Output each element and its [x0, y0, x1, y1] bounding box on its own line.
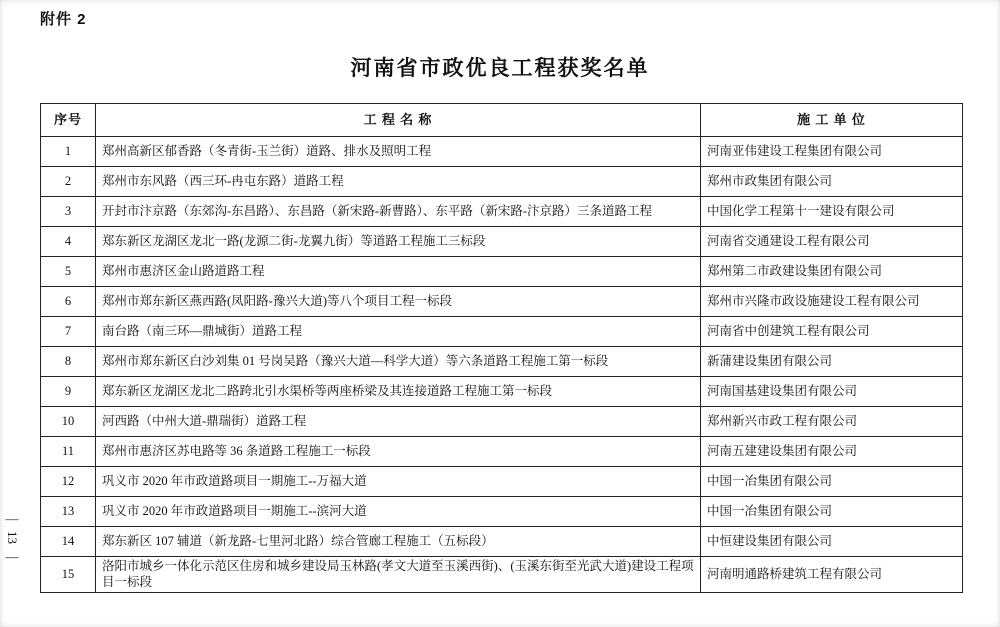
cell-serial-number: 12 — [41, 467, 96, 497]
cell-construction-unit: 新蒲建设集团有限公司 — [701, 347, 963, 377]
cell-project-name: 郑州市东风路（西三环-冉屯东路）道路工程 — [96, 167, 701, 197]
cell-serial-number: 13 — [41, 497, 96, 527]
award-table — [40, 103, 963, 593]
table-row — [41, 317, 963, 347]
cell-construction-unit: 河南国基建设集团有限公司 — [701, 377, 963, 407]
cell-project-name: 郑东新区 107 辅道（新龙路-七里河北路）综合管廊工程施工（五标段） — [96, 527, 701, 557]
cell-project-name: 郑州高新区郁香路（冬青街-玉兰街）道路、排水及照明工程 — [96, 137, 701, 167]
cell-serial-number: 15 — [41, 557, 96, 593]
cell-project-name: 郑州市郑东新区白沙刘集 01 号岗吴路（豫兴大道—科学大道）等六条道路工程施工第一标段 — [96, 347, 701, 377]
cell-serial-number: 5 — [41, 257, 96, 287]
cell-serial-number: 3 — [41, 197, 96, 227]
cell-project-name: 巩义市 2020 年市政道路项目一期施工--滨河大道 — [96, 497, 701, 527]
cell-project-name: 郑州市惠济区苏电路等 36 条道路工程施工一标段 — [96, 437, 701, 467]
table-row — [41, 347, 963, 377]
table-row — [41, 137, 963, 167]
table-header-row — [41, 104, 963, 137]
table-row — [41, 287, 963, 317]
cell-project-name: 开封市汴京路（东郊沟-东昌路）、东昌路（新宋路-新曹路）、东平路（新宋路-汴京路）三条道路工程 — [96, 197, 701, 227]
table-row — [41, 527, 963, 557]
cell-construction-unit: 中恒建设集团有限公司 — [701, 527, 963, 557]
cell-construction-unit: 中国化学工程第十一建设有限公司 — [701, 197, 963, 227]
table-row — [41, 437, 963, 467]
table-row — [41, 467, 963, 497]
header-construction-unit: 施 工 单 位 — [701, 104, 963, 137]
cell-serial-number: 7 — [41, 317, 96, 347]
cell-serial-number: 2 — [41, 167, 96, 197]
cell-project-name: 郑州市郑东新区燕西路(凤阳路-豫兴大道)等八个项目工程一标段 — [96, 287, 701, 317]
cell-construction-unit: 河南明通路桥建筑工程有限公司 — [701, 557, 963, 593]
cell-project-name: 洛阳市城乡一体化示范区住房和城乡建设局玉林路(孝文大道至玉溪西街)、(玉溪东街至光武大道)建设工程项目一标段 — [96, 557, 701, 593]
cell-construction-unit: 河南亚伟建设工程集团有限公司 — [701, 137, 963, 167]
cell-serial-number: 10 — [41, 407, 96, 437]
table-body — [41, 137, 963, 593]
cell-serial-number: 6 — [41, 287, 96, 317]
cell-serial-number: 11 — [41, 437, 96, 467]
cell-construction-unit: 郑州市政集团有限公司 — [701, 167, 963, 197]
cell-serial-number: 9 — [41, 377, 96, 407]
attachment-label: 附件 2 — [40, 11, 87, 28]
table-row — [41, 407, 963, 437]
cell-construction-unit: 河南省交通建设工程有限公司 — [701, 227, 963, 257]
cell-construction-unit: 郑州新兴市政工程有限公司 — [701, 407, 963, 437]
table-row — [41, 557, 963, 593]
table-row — [41, 197, 963, 227]
cell-construction-unit: 中国一冶集团有限公司 — [701, 467, 963, 497]
cell-construction-unit: 中国一冶集团有限公司 — [701, 497, 963, 527]
cell-construction-unit: 河南五建建设集团有限公司 — [701, 437, 963, 467]
table-row — [41, 377, 963, 407]
cell-construction-unit: 郑州第二市政建设集团有限公司 — [701, 257, 963, 287]
table-row — [41, 167, 963, 197]
cell-serial-number: 4 — [41, 227, 96, 257]
cell-serial-number: 14 — [41, 527, 96, 557]
cell-serial-number: 8 — [41, 347, 96, 377]
cell-project-name: 南台路（南三环—鼎城街）道路工程 — [96, 317, 701, 347]
cell-construction-unit: 郑州市兴隆市政设施建设工程有限公司 — [701, 287, 963, 317]
cell-project-name: 巩义市 2020 年市政道路项目一期施工--万福大道 — [96, 467, 701, 497]
cell-project-name: 河西路（中州大道-鼎瑞街）道路工程 — [96, 407, 701, 437]
cell-project-name: 郑州市惠济区金山路道路工程 — [96, 257, 701, 287]
cell-project-name: 郑东新区龙湖区龙北一路(龙源二街-龙翼九街）等道路工程施工三标段 — [96, 227, 701, 257]
page-number — [2, 478, 22, 596]
table-row — [41, 227, 963, 257]
page-number-dash-top: — — [5, 510, 19, 526]
page-number-value: 13 — [4, 530, 20, 544]
header-project-name: 工 程 名 称 — [96, 104, 701, 137]
page-number-dash-bottom: — — [5, 548, 19, 564]
header-serial-number: 序号 — [41, 104, 96, 137]
cell-project-name: 郑东新区龙湖区龙北二路跨北引水渠桥等两座桥梁及其连接道路工程施工第一标段 — [96, 377, 701, 407]
page-title: 河南省市政优良工程获奖名单 — [350, 56, 650, 80]
table-row — [41, 257, 963, 287]
cell-construction-unit: 河南省中创建筑工程有限公司 — [701, 317, 963, 347]
cell-serial-number: 1 — [41, 137, 96, 167]
table-row — [41, 497, 963, 527]
